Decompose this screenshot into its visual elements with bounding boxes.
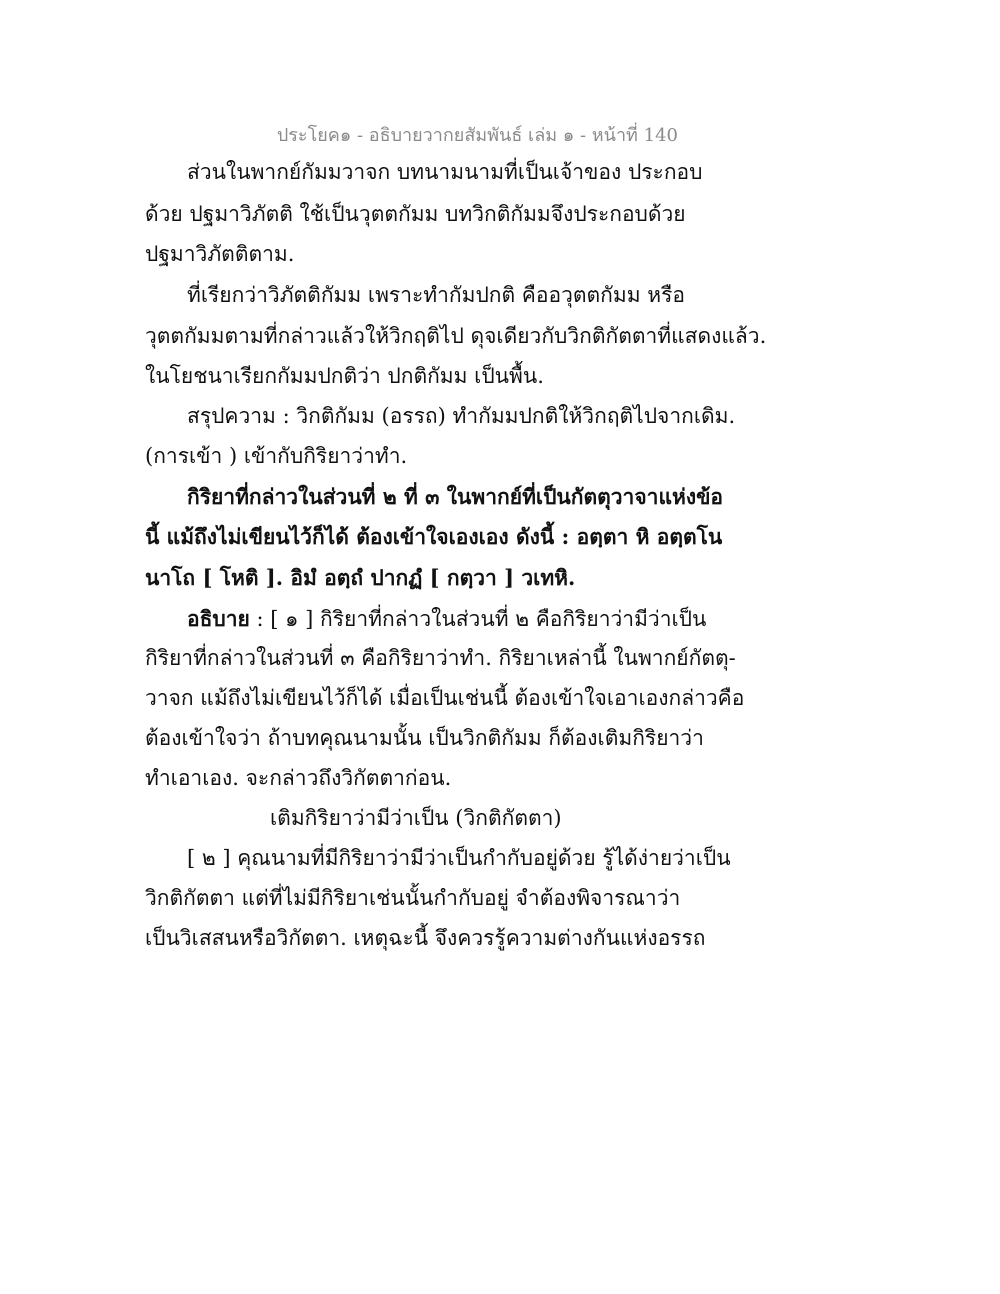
paragraph-2-line-3: ในโยชนาเรียกกัมมปกติว่า ปกติกัมม เป็นพื้น. xyxy=(145,364,544,388)
page-header: ประโยค๑ - อธิบายวากยสัมพันธ์ เล่ม ๑ - หน้าที่ 140 xyxy=(276,125,678,146)
paragraph-1-line-2: ด้วย ปฐมาวิภัตติ ใช้เป็นวุตตกัมม บทวิกติกัมมจึงประกอบด้วย xyxy=(145,202,686,226)
paragraph-2-line-2: วุตตกัมมตามที่กล่าวแล้วให้วิกฤติไป ดุจเดียวกับวิกติกัตตาที่แสดงแล้ว. xyxy=(145,324,767,348)
explanation-line-1 xyxy=(187,606,706,632)
summary-line-1: สรุปความ : วิกติกัมม (อรรถ) ทำกัมมปกติให้วิกฤติไปจากเดิม. xyxy=(187,404,736,428)
explanation-term: อธิบาย xyxy=(187,606,250,631)
paragraph-4-line-2: วิกติกัตตา แต่ที่ไม่มีกิริยาเช่นนั้นกำกับอยู่ จำต้องพิจารณาว่า xyxy=(145,886,681,910)
rule-line-3: นาโถ [ โหติ ]. อิมํ อตฺถํ ปากฏํ [ กตฺวา ] วเทหิ. xyxy=(145,565,576,590)
explanation-line-2: กิริยาที่กล่าวในส่วนที่ ๓ คือกิริยาว่าทำ. กิริยาเหล่านี้ ในพากย์กัตตุ- xyxy=(145,646,736,670)
paragraph-1-line-3: ปฐมาวิภัตติตาม. xyxy=(145,242,295,266)
rule-line-1: กิริยาที่กล่าวในส่วนที่ ๒ ที่ ๓ ในพากย์ที่เป็นกัตตุวาจาแห่งข้อ xyxy=(187,484,724,509)
paragraph-4-line-1: [ ๒ ] คุณนามที่มีกิริยาว่ามีว่าเป็นกำกับอยู่ด้วย รู้ได้ง่ายว่าเป็น xyxy=(187,846,731,870)
paragraph-2-line-1: ที่เรียกว่าวิภัตติกัมม เพราะทำกัมปกติ คืออวุตตกัมม หรือ xyxy=(187,283,685,307)
explanation-first-rest: : [ ๑ ] กิริยาที่กล่าวในส่วนที่ ๒ คือกิริยาว่ามีว่าเป็น xyxy=(249,607,707,631)
subheading: เติมกิริยาว่ามีว่าเป็น (วิกติกัตตา) xyxy=(270,806,562,830)
rule-line-2: นี้ แม้ถึงไม่เขียนไว้ก็ได้ ต้องเข้าใจเองเอง ดังนี้ : อตฺตา หิ อตฺตโน xyxy=(145,524,723,549)
explanation-line-3: วาจก แม้ถึงไม่เขียนไว้ก็ได้ เมื่อเป็นเช่นนี้ ต้องเข้าใจเอาเองกล่าวคือ xyxy=(145,686,745,710)
summary-line-2: (การเข้า ) เข้ากับกิริยาว่าทำ. xyxy=(145,444,408,468)
paragraph-4-line-3: เป็นวิเสสนหรือวิกัตตา. เหตุฉะนี้ จึงควรรู้ความต่างกันแห่งอรรถ xyxy=(145,926,706,950)
explanation-line-5: ทำเอาเอง. จะกล่าวถึงวิกัตตาก่อน. xyxy=(145,766,452,790)
paragraph-1-line-1: ส่วนในพากย์กัมมวาจก บทนามนามที่เป็นเจ้าของ ประกอบ xyxy=(187,160,703,184)
explanation-line-4: ต้องเข้าใจว่า ถ้าบทคุณนามนั้น เป็นวิกติกัมม ก็ต้องเติมกิริยาว่า xyxy=(145,726,704,750)
